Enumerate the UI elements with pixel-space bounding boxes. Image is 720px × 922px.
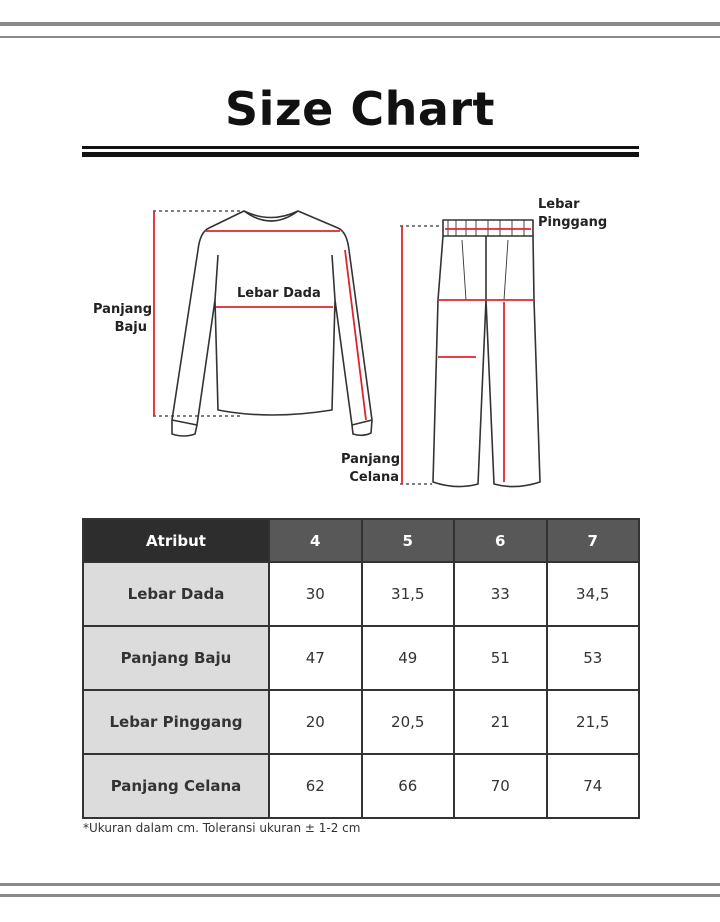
measure-guides xyxy=(153,211,533,484)
label-panjang-celana-line2: Celana xyxy=(349,470,399,485)
table-cell: 53 xyxy=(547,626,640,690)
table-cell: 21 xyxy=(454,690,547,754)
table-header-row xyxy=(83,519,639,562)
label-lebar-pinggang-line1: Lebar xyxy=(538,197,580,212)
row-label: Lebar Pinggang xyxy=(83,690,269,754)
title-underline-thick xyxy=(82,152,639,157)
table-cell: 49 xyxy=(362,626,455,690)
top-border-thick xyxy=(0,22,720,26)
row-label: Panjang Baju xyxy=(83,626,269,690)
table-cell: 62 xyxy=(269,754,362,818)
header-size-7: 7 xyxy=(547,519,640,562)
row-label: Lebar Dada xyxy=(83,562,269,626)
table-cell: 33 xyxy=(454,562,547,626)
table-cell: 20,5 xyxy=(362,690,455,754)
label-panjang-baju-line2: Baju xyxy=(114,320,147,335)
header-size-4: 4 xyxy=(269,519,362,562)
table-row xyxy=(83,754,639,818)
shirt-icon xyxy=(172,211,372,436)
table-cell: 34,5 xyxy=(547,562,640,626)
bottom-border-upper xyxy=(0,883,720,886)
header-atribut: Atribut xyxy=(83,519,269,562)
table-cell: 70 xyxy=(454,754,547,818)
header-size-5: 5 xyxy=(362,519,455,562)
table-cell: 51 xyxy=(454,626,547,690)
label-lebar-pinggang xyxy=(538,196,607,232)
row-label: Panjang Celana xyxy=(83,754,269,818)
header-size-6: 6 xyxy=(454,519,547,562)
table-cell: 74 xyxy=(547,754,640,818)
bottom-border-lower xyxy=(0,894,720,897)
table-row xyxy=(83,626,639,690)
table-row xyxy=(83,690,639,754)
tolerance-note: *Ukuran dalam cm. Toleransi ukuran ± 1-2 cm xyxy=(83,821,361,835)
table-cell: 20 xyxy=(269,690,362,754)
label-panjang-baju xyxy=(93,301,152,337)
table-cell: 21,5 xyxy=(547,690,640,754)
label-lebar-pinggang-line2: Pinggang xyxy=(538,215,608,230)
pants-icon xyxy=(433,220,540,487)
label-panjang-celana-line1: Panjang xyxy=(341,452,400,467)
table-cell: 66 xyxy=(362,754,455,818)
top-border-thin xyxy=(0,36,720,38)
table-cell: 47 xyxy=(269,626,362,690)
table-row xyxy=(83,562,639,626)
page-title: Size Chart xyxy=(224,82,496,136)
table-cell: 30 xyxy=(269,562,362,626)
label-panjang-celana xyxy=(341,451,399,487)
title-underline-thin xyxy=(82,146,639,149)
table-cell: 31,5 xyxy=(362,562,455,626)
label-lebar-dada: Lebar Dada xyxy=(237,286,321,301)
size-table xyxy=(82,518,640,819)
label-panjang-baju-line1: Panjang xyxy=(93,302,152,317)
